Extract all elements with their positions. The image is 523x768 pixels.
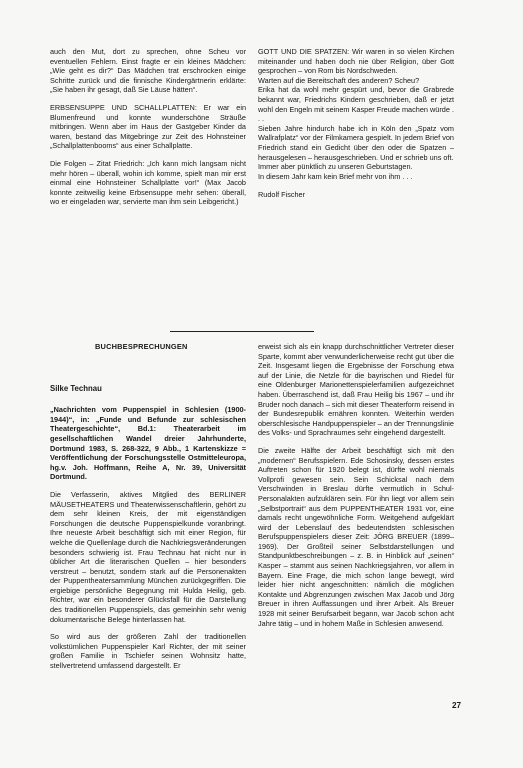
paragraph: Sieben Jahre hindurch habe ich in Köln den „Spatz vom Wallrafplatz“ vor der Filmkamera gespielt. In jedem Brief von Friedrich stand ein Gedicht über den oder die Spatzen – herausgelesen – herausgeschrieben. Und er schrieb uns oft. (258, 123, 454, 162)
paragraph: Warten auf die Bereitschaft des anderen? Scheu? (258, 75, 420, 85)
paragraph: Die Verfasserin, aktives Mitglied des BERLINER MÄUSETHEATERS und Theaterwissenschaftlerin, gehört zu dem sehr kleinen Kreis, der mit eigenständigen Forschungen die deutsche Puppenspielkunde voranbringt. Ihre neueste Arbeit beschäftigt sich mit einer Region, für welche die Quellenlage durch die Nachkriegsveränderungen besonders schwierig ist. Frau Technau hat nicht nur in üblicher Art die literarischen Quellen – hier besonders verstreut – benutzt, sondern stark auf die Personenakten der Puppentheatersammlung München zurückgegriffen. Die ergiebige persönliche Begegnung mit Hulda Heilig, geb. Richter, war ein besonderer Glücksfall für die Darstellung des traditionellen Puppenspiels, das gemeinhin sehr wenig dokumentarische Belege hinterlassen hat. (50, 489, 246, 624)
review-column-left (50, 342, 246, 679)
author-signature: Rudolf Fischer (258, 190, 306, 200)
article-column-left-top (50, 47, 246, 215)
review-column-right (258, 342, 454, 636)
paragraph: auch den Mut, dort zu sprechen, ohne Scheu vor eventuellen Fehlern. Einst fragte er ein kleines Mädchen: „Wie geht es dir?“ Das Mädchen trat erschrocken einige Schritte zurück und die finnische Kindergärtnerin erklärte: „Sie haben ihr gesagt, daß Sie Läuse hätten“. (50, 47, 246, 95)
review-author: Silke Technau (50, 383, 102, 393)
paragraph: GOTT UND DIE SPATZEN: Wir waren in so vielen Kirchen miteinander und haben doch nie über Religion, über Gott gesprochen – von Rom bis Nordschweden. (258, 47, 454, 76)
bibliographic-reference: „Nachrichten vom Puppenspiel in Schlesien (1900-1944)“, in: „Funde und Befunde zur schlesischen Theatergeschichte“, Bd.1: Theaterarbeit im gesellschaftlichen Wandel dreier Jahrhunderte, Dortmund 1983, S. 268-322, 9 Abb., 1 Kartenskizze = Veröffentlichung der Forschungsstelle Ostmitteleuropa, hg.v. Joh. Hoffmann, Reihe A, Nr. 39, Universität Dortmund. (50, 405, 246, 482)
section-heading: BUCHBESPRECHUNGEN (95, 342, 188, 351)
paragraph: Die Folgen – Zitat Friedrich: „Ich kann mich langsam nicht mehr hören – überall, wohin ich komme, spielt man mir erst einmal eine Hohnsteiner Schallplatte vor!“ (Max Jacob konnte zeitweilig keine Erbsensuppe mehr sehen: überall, wo er eingeladen war, servierte man ihm sein Leibgericht.) (50, 158, 246, 207)
paragraph: ERBSENSUPPE UND SCHALLPLATTEN: Er war ein Blumenfreund und konnte wunderschöne Sträuße mitbringen. Wenn aber im Haus der Gastgeber Kinder da waren, bestand das Mitgebringe zur Zeit des Hohnsteiner „Schallplattenbooms“ aus einer Schallplatte. (50, 102, 246, 151)
article-column-right-top (258, 47, 454, 208)
section-divider (170, 331, 314, 332)
paragraph: So wird aus der größeren Zahl der traditionellen volkstümlichen Puppenspieler Karl Richter, der mit seiner großen Familie in Tschiefer seinen Wohnsitz hatte, stellvertretend umfassend dargestellt. Er (50, 632, 246, 671)
page-number: 27 (452, 701, 462, 710)
paragraph: In diesem Jahr kam kein Brief mehr von ihm . . . (258, 171, 413, 181)
paragraph: Immer aber pünktlich zu unseren Geburtstagen. (258, 162, 413, 172)
paragraph: Die zweite Hälfte der Arbeit beschäftigt sich mit den „modernen“ Berufsspielern. Ede Schosinsky, dessen erstes Auftreten schon für 1920 belegt ist, dürfte wohl niemals Vollprofi gewesen sein. Sein Schicksal nach dem Verschwinden in Breslau dürfte vermutlich in Schul-Personalakten aufzuklären sein. Für ihn liegt vor allem sein „Selbstportrait“ aus dem PUPPENTHEATER 1931 vor, eine damals recht ungewöhnliche Form. Weitgehend aufgeklärt wird der Lebenslauf des bedeutendsten schlesischen Berufspuppenspielers dieser Zeit: JÖRG BREUER (1899–1969). Der Großteil seiner Selbstdarstellungen und Standpunktbeschreibungen – z. B. in Hinblick auf „seinen“ Kasper – stammt aus seinen Nachkriegsjahren, vor allem in Bayern. Eine Frage, die mich schon lange bewegt, wird leider hier nicht angeschnitten: nämlich die möglichen Kontakte und Abgrenzungen zwischen Max Jacob und Jörg Breuer in ihren Auffassungen und ihrer Arbeit. Als Breuer 1928 mit seiner Berufsarbeit begann, war Jacob schon acht Jahre tätig – und in hohem Maße in Schlesien anwesend. (258, 445, 454, 628)
paragraph: Erika hat da wohl mehr gespürt und, bevor die Grabrede bekannt war, Friedrichs Kindern geschrieben, daß er jetzt wohl den Engeln mit seinem Kasper Freude machen würde . . . (258, 85, 454, 124)
paragraph: erweist sich als ein knapp durchschnittlicher Vertreter dieser Sparte, kommt aber verwunderlicherweise recht gut über die Zeit. Insgesamt liegen die Ergebnisse der Forschung etwa auf der Linie, die Netzle für die bayrischen und Riedel für eine Oldenburger Marionettenspielerfamilien aufgezeichnet haben. Überraschend ist, daß Frau Heilig bis 1967 – und ihr Bruder noch danach – sich mit dieser Theaterform reisend in der Bundesrepublik ernähren konnten. Weiterhin werden oberschlesische Handpuppenspieler – an der Trennungslinie des Volks- und Sprachraumes sehr eingehend dargestellt. (258, 342, 454, 438)
